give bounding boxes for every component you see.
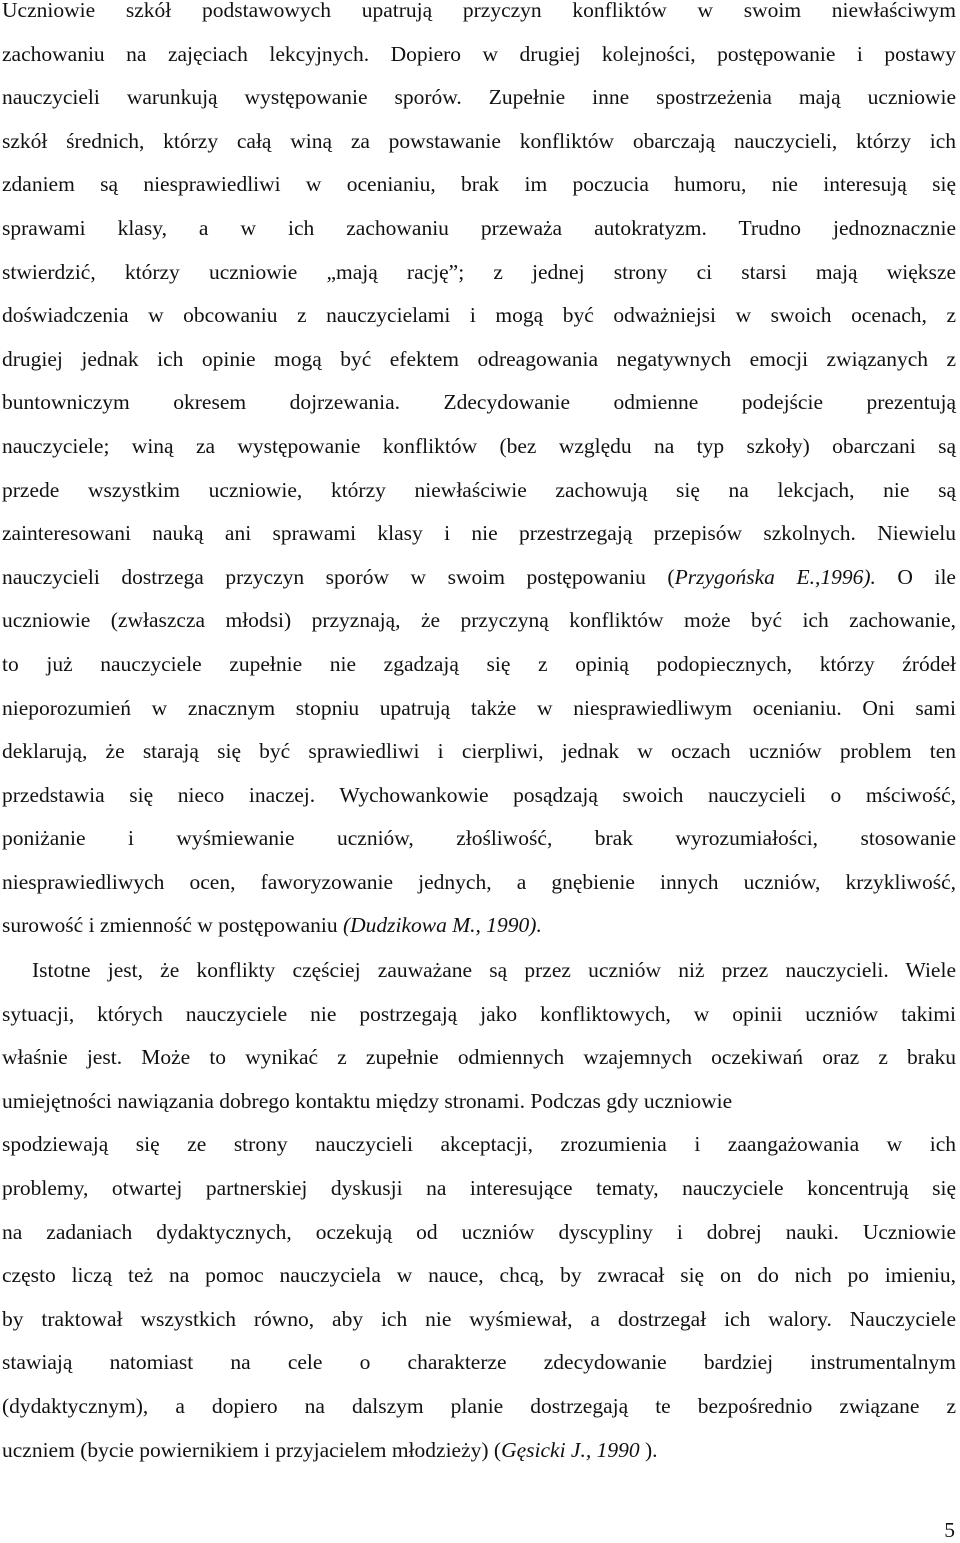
text-line: uczniowie (zwłaszcza młodsi) przyznają, że przyczyną konfliktów może być ich zachowanie, xyxy=(2,608,956,633)
text-segment: ). xyxy=(639,1437,658,1462)
text-line: zachowaniu na zajęciach lekcyjnych. Dopiero w drugiej kolejności, postępowanie i postawy xyxy=(2,41,956,66)
text-line: spodziewają się ze strony nauczycieli akceptacji, zrozumienia i zaangażowania w ich xyxy=(2,1132,956,1157)
text-line: Uczniowie szkół podstawowych upatrują przyczyn konfliktów w swoim niewłaściwym xyxy=(2,0,956,22)
text-line: niesprawiedliwych ocen, faworyzowanie jednych, a gnębienie innych uczniów, krzykliwość, xyxy=(2,869,956,894)
page-number: 5 xyxy=(944,1518,955,1542)
text-line: nieporozumień w znacznym stopniu upatrują także w niesprawiedliwym ocenianiu. Oni sami xyxy=(2,695,956,720)
citation: Gęsicki J., 1990 xyxy=(501,1437,640,1462)
text-line: sytuacji, których nauczyciele nie postrzegają jako konfliktowych, w opinii uczniów takimi xyxy=(2,1001,956,1026)
text-line: na zadaniach dydaktycznych, oczekują od uczniów dyscypliny i dobrej nauki. Uczniowie xyxy=(2,1219,956,1244)
text-line: (dydaktycznym), a dopiero na dalszym planie dostrzegają te bezpośrednio związane z xyxy=(2,1393,956,1418)
text-segment: nauczycieli dostrzega przyczyn sporów w swoim postępowaniu ( xyxy=(2,564,675,589)
citation: Przygońska E.,1996). xyxy=(674,564,876,589)
text-line: stawiają natomiast na cele o charakterze zdecydowanie bardziej instrumentalnym xyxy=(2,1350,956,1375)
text-line: umiejętności nawiązania dobrego kontaktu między stronami. Podczas gdy uczniowie xyxy=(2,1088,733,1113)
text-segment: uczniem (bycie powiernikiem i przyjacielem młodzieży) ( xyxy=(2,1437,502,1462)
text-line-with-citation xyxy=(2,904,956,948)
text-line: sprawami klasy, a w ich zachowaniu przeważa autokratyzm. Trudno jednoznacznie xyxy=(2,215,956,240)
text-line: problemy, otwartej partnerskiej dyskusji na interesujące tematy, nauczyciele koncentrują się xyxy=(2,1175,956,1200)
text-line-with-citation xyxy=(2,1429,956,1473)
text-segment: surowość i zmienność w postępowaniu xyxy=(2,913,343,938)
text-line: często liczą też na pomoc nauczyciela w nauce, chcą, by zwracał się on do nich po imieniu, xyxy=(2,1263,956,1288)
text-line: doświadczenia w obcowaniu z nauczycielami i mogą być odważniejsi w swoich ocenach, z xyxy=(2,303,956,328)
text-line: zainteresowani nauką ani sprawami klasy i nie przestrzegają przepisów szkolnych. Niewielu xyxy=(2,521,956,546)
text-line: stwierdzić, którzy uczniowie „mają rację”; z jednej strony ci starsi mają większe xyxy=(2,259,956,284)
text-line: szkół średnich, którzy całą winą za powstawanie konfliktów obarczają nauczycieli, którzy ich xyxy=(2,128,956,153)
text-line: przede wszystkim uczniowie, którzy niewłaściwie zachowują się na lekcjach, nie są xyxy=(2,477,956,502)
citation: (Dudzikowa M., 1990). xyxy=(342,913,542,938)
text-line: by traktował wszystkich równo, aby ich nie wyśmiewał, a dostrzegał ich walory. Nauczyciele xyxy=(2,1306,956,1331)
text-segment: O ile xyxy=(875,564,956,589)
text-line: poniżanie i wyśmiewanie uczniów, złośliwość, brak wyrozumiałości, stosowanie xyxy=(2,826,956,851)
text-line: nauczycieli warunkują występowanie sporów. Zupełnie inne spostrzeżenia mają uczniowie xyxy=(2,85,956,110)
text-line: nauczyciele; winą za występowanie konfliktów (bez względu na typ szkoły) obarczani są xyxy=(2,433,956,458)
text-line: zdaniem są niesprawiedliwi w ocenianiu, brak im poczucia humoru, nie interesują się xyxy=(2,172,956,197)
paragraph-1 xyxy=(2,0,956,948)
text-line: przedstawia się nieco inaczej. Wychowankowie posądzają swoich nauczycieli o mściwość, xyxy=(2,782,956,807)
text-line: buntowniczym okresem dojrzewania. Zdecydowanie odmienne podejście prezentują xyxy=(2,390,956,415)
text-line: drugiej jednak ich opinie mogą być efektem odreagowania negatywnych emocji związanych z xyxy=(2,346,956,371)
text-line: Istotne jest, że konflikty częściej zauważane są przez uczniów niż przez nauczycieli. Wiele xyxy=(32,958,956,982)
text-line: deklarują, że starają się być sprawiedliwi i cierpliwi, jednak w oczach uczniów problem ten xyxy=(2,739,956,764)
text-line: właśnie jest. Może to wynikać z zupełnie odmiennych wzajemnych oczekiwań oraz z braku xyxy=(2,1045,956,1070)
paragraph-2 xyxy=(2,949,956,1472)
text-line: to już nauczyciele zupełnie nie zgadzają się z opinią podopiecznych, którzy źródeł xyxy=(2,651,956,676)
text-line-with-citation xyxy=(2,556,956,600)
